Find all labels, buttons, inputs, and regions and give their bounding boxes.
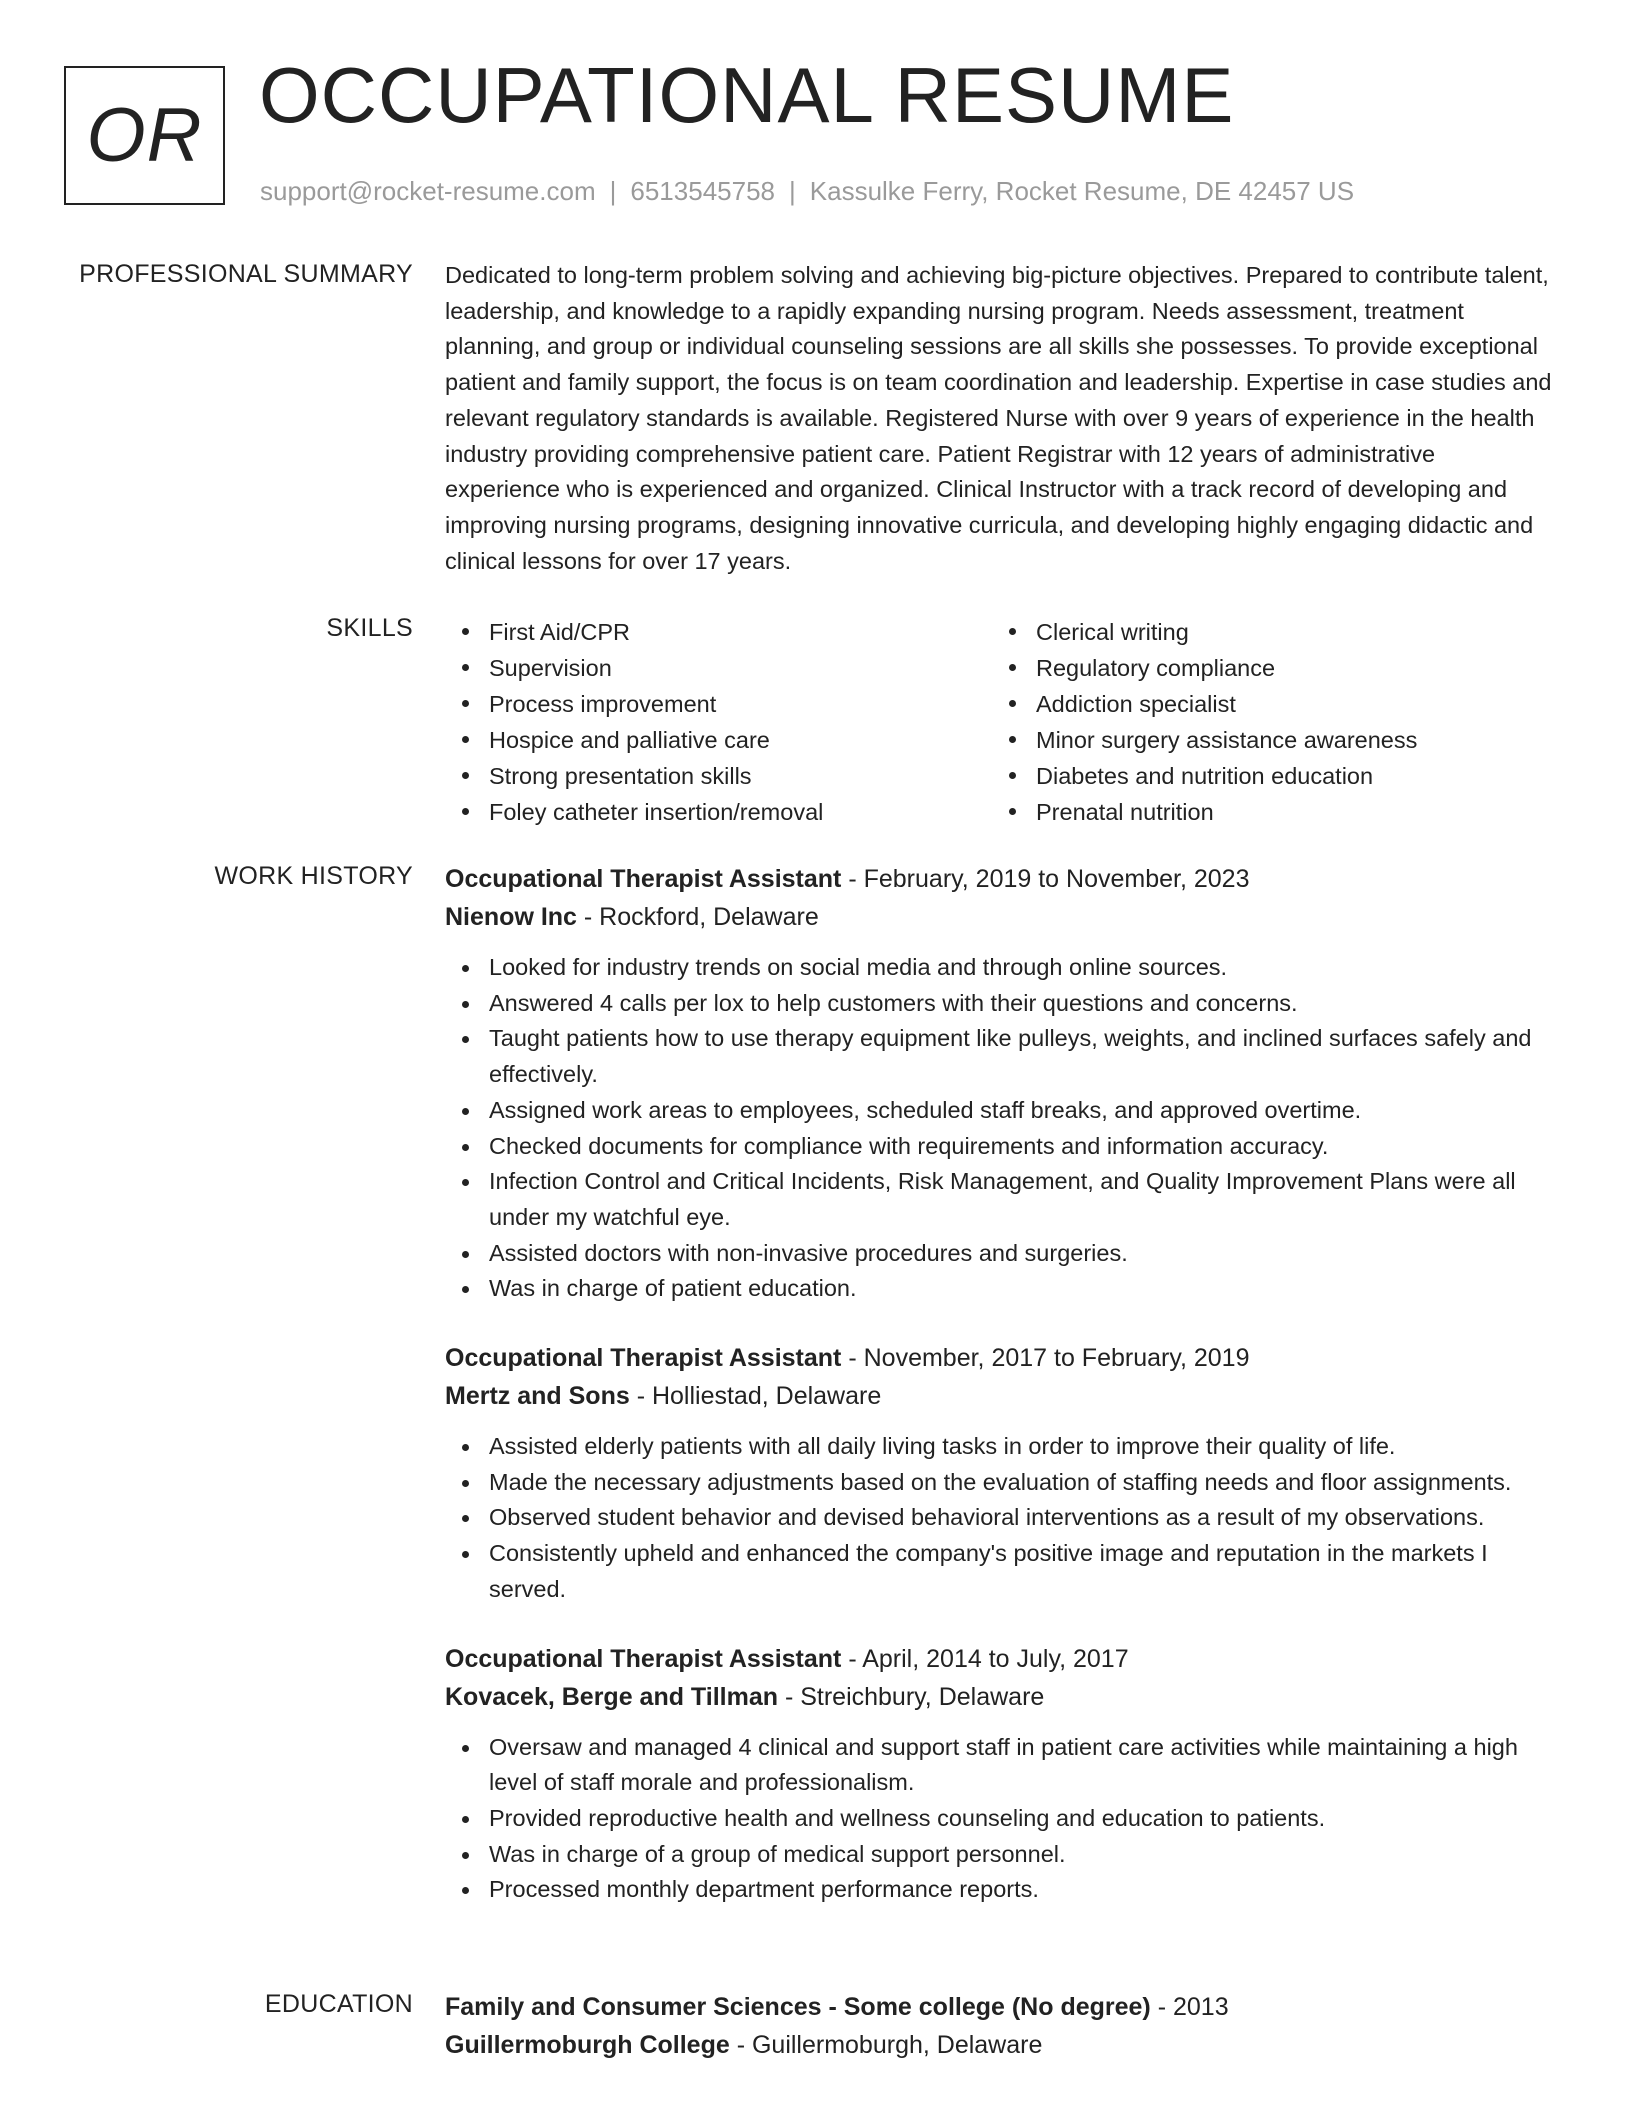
contact-line bbox=[260, 176, 1354, 207]
skills-column-1 bbox=[445, 614, 992, 830]
job-bullet: Infection Control and Critical Incidents, Risk Management, and Quality Improvement Plans were all under my watchful eye. bbox=[445, 1164, 1555, 1235]
skill-item: Minor surgery assistance awareness bbox=[992, 722, 1417, 758]
summary-label: PROFESSIONAL SUMMARY bbox=[79, 260, 413, 288]
summary-body bbox=[445, 258, 1555, 579]
job-company-line bbox=[445, 1377, 1555, 1415]
job-bullets bbox=[445, 950, 1555, 1307]
job-bullet: Was in charge of patient education. bbox=[445, 1271, 1555, 1307]
job-bullet: Taught patients how to use therapy equipment like pulleys, weights, and inclined surfaces safely and effectively. bbox=[445, 1021, 1555, 1092]
job-bullet: Assisted doctors with non-invasive procedures and surgeries. bbox=[445, 1236, 1555, 1272]
job-bullet: Answered 4 calls per lox to help customers with their questions and concerns. bbox=[445, 986, 1555, 1022]
skill-item: Strong presentation skills bbox=[445, 758, 992, 794]
resume-name: OCCUPATIONAL RESUME bbox=[259, 51, 1235, 139]
skill-item: Prenatal nutrition bbox=[992, 794, 1417, 830]
job-bullet: Consistently upheld and enhanced the company's positive image and reputation in the markets I served. bbox=[445, 1536, 1555, 1607]
job-entry bbox=[445, 860, 1555, 1307]
work-history-label: WORK HISTORY bbox=[214, 862, 413, 890]
job-company-line bbox=[445, 898, 1555, 936]
job-title-line bbox=[445, 1640, 1555, 1678]
skills-columns bbox=[445, 614, 1555, 830]
education-school-line bbox=[445, 2026, 1555, 2064]
job-dates: - February, 2019 to November, 2023 bbox=[841, 865, 1250, 893]
job-bullet: Processed monthly department performance reports. bbox=[445, 1872, 1555, 1908]
skill-item: Hospice and palliative care bbox=[445, 722, 992, 758]
job-company: Mertz and Sons bbox=[445, 1382, 630, 1411]
contact-phone[interactable]: 6513545758 bbox=[630, 176, 775, 206]
summary-text: Dedicated to long-term problem solving and achieving big-picture objectives. Prepared to contribute talent, leadership, and knowledge to a rapidly expanding nursing program. Needs assessment, treatment planning, and group or individual counseling sessions are all skills she possesses. To provide exceptional patient and family support, the focus is on team coordination and leadership. Expertise in case studies and relevant regulatory standards is available. Registered Nurse with over 9 years of experience in the health industry providing comprehensive patient care. Patient Registrar with 12 years of administrative experience who is experienced and organized. Clinical Instructor with a track record of developing and improving nursing programs, designing innovative curricula, and developing highly engaging didactic and clinical lessons for over 17 years. bbox=[445, 262, 1552, 574]
job-entry bbox=[445, 1339, 1555, 1608]
skills-column-2 bbox=[992, 614, 1417, 830]
job-company: Kovacek, Berge and Tillman bbox=[445, 1682, 778, 1711]
education-school: Guillermoburgh College bbox=[445, 2031, 730, 2059]
contact-separator: | bbox=[789, 176, 796, 206]
job-bullets bbox=[445, 1429, 1555, 1608]
skill-item: Foley catheter insertion/removal bbox=[445, 794, 992, 830]
job-dates: - November, 2017 to February, 2019 bbox=[841, 1344, 1250, 1373]
job-location: - Rockford, Delaware bbox=[576, 903, 819, 931]
skill-item: Diabetes and nutrition education bbox=[992, 758, 1417, 794]
job-bullet: Made the necessary adjustments based on the evaluation of staffing needs and floor assignments. bbox=[445, 1465, 1555, 1501]
job-bullet: Looked for industry trends on social media and through online sources. bbox=[445, 950, 1555, 986]
job-title: Occupational Therapist Assistant bbox=[445, 865, 842, 893]
skills-body bbox=[445, 614, 1555, 830]
job-location: - Streichbury, Delaware bbox=[778, 1682, 1045, 1711]
skill-item: Clerical writing bbox=[992, 614, 1417, 650]
education-entry bbox=[445, 1988, 1555, 2064]
skill-item: Regulatory compliance bbox=[992, 650, 1417, 686]
education-label: EDUCATION bbox=[264, 1990, 413, 2018]
education-degree: Family and Consumer Sciences - Some college (No degree) bbox=[445, 1993, 1151, 2021]
contact-address: Kassulke Ferry, Rocket Resume, DE 42457 US bbox=[809, 176, 1355, 206]
education-degree-line bbox=[445, 1988, 1555, 2026]
work-history-body bbox=[445, 860, 1555, 1908]
job-bullet: Assisted elderly patients with all daily living tasks in order to improve their quality of life. bbox=[445, 1429, 1555, 1465]
job-bullet: Was in charge of a group of medical support personnel. bbox=[445, 1837, 1555, 1873]
job-location: - Holliestad, Delaware bbox=[629, 1382, 882, 1411]
education-year: - 2013 bbox=[1150, 1993, 1229, 2021]
skill-item: Supervision bbox=[445, 650, 992, 686]
job-title-line bbox=[445, 860, 1555, 898]
education-body bbox=[445, 1988, 1555, 2064]
skill-item: Process improvement bbox=[445, 686, 992, 722]
education-location: - Guillermoburgh, Delaware bbox=[729, 2031, 1043, 2059]
job-title-line bbox=[445, 1339, 1555, 1377]
contact-email[interactable]: support@rocket-resume.com bbox=[260, 176, 596, 206]
job-dates: - April, 2014 to July, 2017 bbox=[841, 1644, 1129, 1673]
monogram-box bbox=[64, 66, 225, 205]
job-bullet: Checked documents for compliance with requirements and information accuracy. bbox=[445, 1129, 1555, 1165]
monogram-text: OR bbox=[86, 93, 203, 178]
skill-item: First Aid/CPR bbox=[445, 614, 992, 650]
job-bullets bbox=[445, 1730, 1555, 1909]
job-bullet: Observed student behavior and devised behavioral interventions as a result of my observations. bbox=[445, 1500, 1555, 1536]
job-title: Occupational Therapist Assistant bbox=[445, 1644, 842, 1673]
job-bullet: Assigned work areas to employees, scheduled staff breaks, and approved overtime. bbox=[445, 1093, 1555, 1129]
job-entry bbox=[445, 1640, 1555, 1909]
job-title: Occupational Therapist Assistant bbox=[445, 1344, 842, 1373]
skill-item: Addiction specialist bbox=[992, 686, 1417, 722]
job-bullet: Provided reproductive health and wellness counseling and education to patients. bbox=[445, 1801, 1555, 1837]
job-company: Nienow Inc bbox=[445, 903, 577, 931]
contact-separator: | bbox=[609, 176, 617, 206]
skills-label: SKILLS bbox=[326, 614, 413, 642]
job-bullet: Oversaw and managed 4 clinical and support staff in patient care activities while maintaining a high level of staff morale and professionalism. bbox=[445, 1730, 1555, 1801]
job-company-line bbox=[445, 1678, 1555, 1716]
